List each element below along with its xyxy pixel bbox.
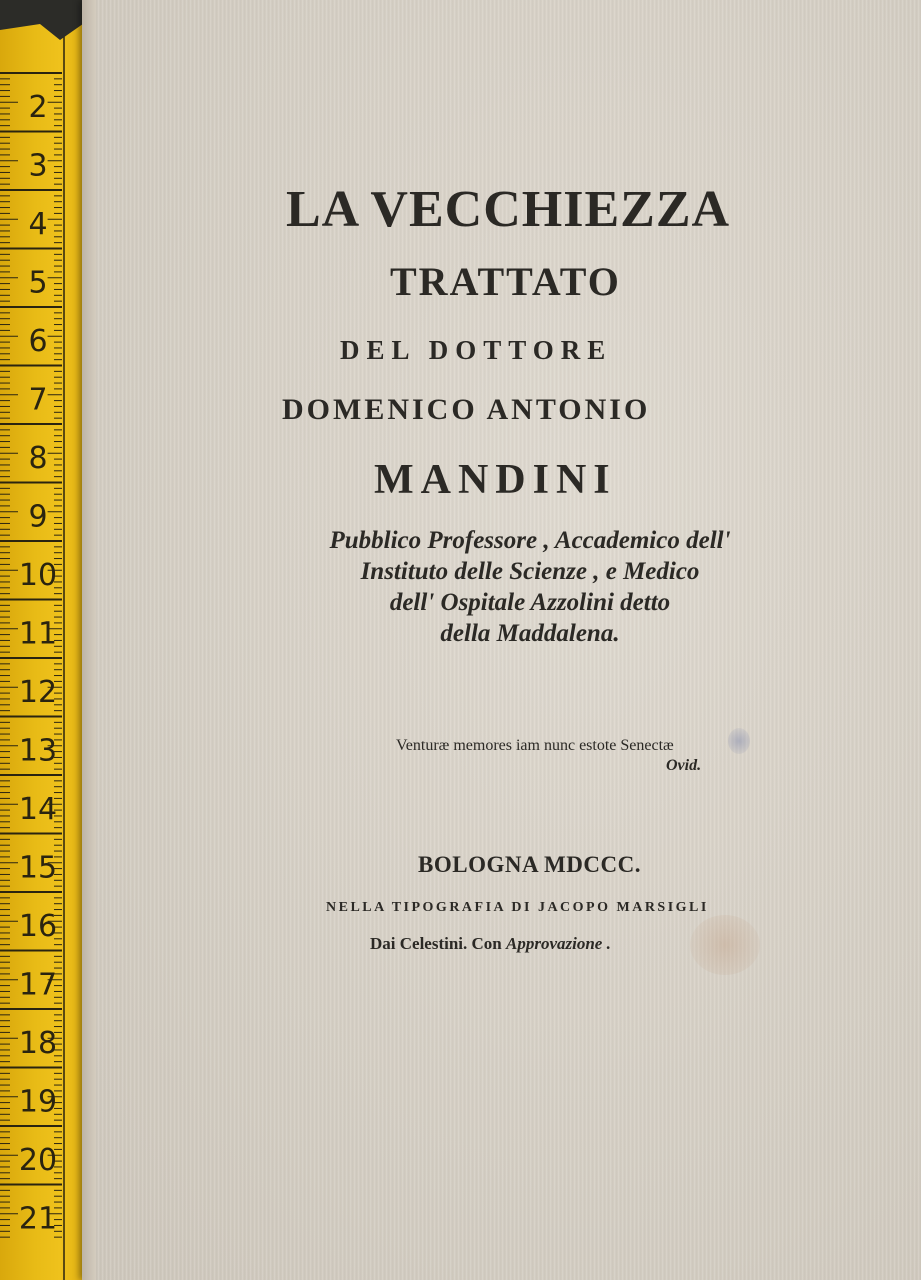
ruler-number: 19 xyxy=(18,1084,58,1120)
approval-con: Con xyxy=(471,934,502,953)
epigraph-source: Ovid. xyxy=(666,757,702,774)
author-credentials xyxy=(270,525,790,649)
imprint-approval xyxy=(370,934,730,954)
epigraph-quote: Venturæ memores iam nunc estote Senectæ xyxy=(396,737,674,754)
ruler-number: 12 xyxy=(18,675,58,710)
ruler-number: 6 xyxy=(28,324,48,359)
approval-prefix: Dai Celestini. xyxy=(370,934,468,953)
approval-word: Approvazione . xyxy=(506,934,611,953)
credentials-line: Instituto delle Scienze , e Medico xyxy=(360,558,700,585)
credentials-line: Pubblico Professore , Accademico dell' xyxy=(329,527,731,554)
book-title: LA VECCHIEZZA xyxy=(286,181,731,238)
credentials-line: della Maddalena. xyxy=(440,620,620,647)
ruler-number: 14 xyxy=(18,792,58,827)
ruler-number: 20 xyxy=(18,1143,58,1178)
imprint-printer: NELLA TIPOGRAFIA DI JACOPO MARSIGLI xyxy=(326,900,709,915)
ruler-number: 9 xyxy=(28,499,48,535)
author-first-names: DOMENICO ANTONIO xyxy=(282,393,651,426)
ruler-number: 21 xyxy=(18,1201,58,1237)
ruler-number: 11 xyxy=(18,616,58,652)
ruler-number: 15 xyxy=(18,850,58,886)
ruler-number: 7 xyxy=(28,382,48,418)
book-subtitle: TRATTATO xyxy=(390,259,621,304)
imprint-city-year: BOLOGNA MDCCC. xyxy=(418,852,641,877)
ruler-number: 10 xyxy=(18,558,58,593)
ruler-number: 13 xyxy=(18,733,58,769)
ruler-number: 16 xyxy=(18,909,58,944)
ruler-number: 5 xyxy=(28,265,48,301)
author-byline: DEL DOTTORE xyxy=(340,335,613,365)
epigraph xyxy=(396,736,786,776)
ruler-number: 4 xyxy=(28,207,48,242)
author-surname: MANDINI xyxy=(374,457,617,503)
ruler-number: 18 xyxy=(18,1026,58,1061)
ruler-number: 8 xyxy=(28,441,48,476)
ruler-number: 2 xyxy=(28,90,48,125)
ruler-number: 3 xyxy=(28,148,48,184)
credentials-line: dell' Ospitale Azzolini detto xyxy=(389,589,671,616)
page-edge xyxy=(82,0,96,1280)
ruler-number: 17 xyxy=(18,967,58,1003)
